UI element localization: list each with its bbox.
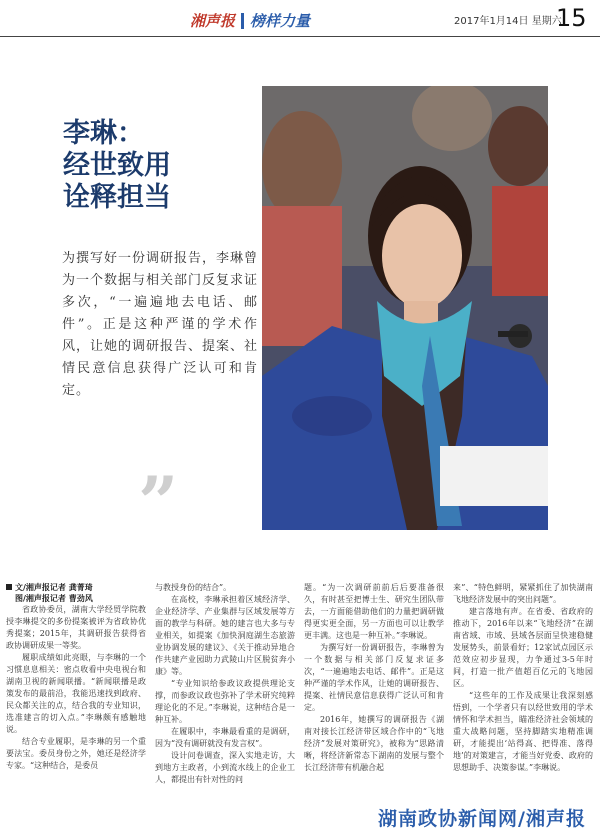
page-number: 15 (556, 4, 587, 32)
article-paragraph: 为撰写好一份调研报告，李琳曾为一个数据与相关部门反复求证多次，“一遍遍地去电话、邮件”。正是这种严谨的学术作风，让她的调研报告、提案、社情民意信息获得广泛认可和肯定。 (304, 643, 444, 712)
article-paragraph: 履职成绩如此亮眼，与李琳的一个习惯息息相关：密点收看中央电视台和湖南卫视的新闻联播。“新闻联播是政策发布的最前沿，我能迅速找到政府、民众都关注的点，结合我的专业知识，选准建言的切入点。”李琳颇有感触地说。 (6, 653, 146, 734)
article-paragraph: “这些年的工作及成果让我深刻感悟到，一个学者只有以经世致用的学术情怀和学术担当，瞄准经济社会领域的重大战略问题，坚持脚踏实地精准调研，才能提出‘站得高、把得准、落得地’的对策建言，才能当好党委、政府的思想助手、决策参谋。”李琳说。 (453, 691, 593, 772)
article-paragraph: 来”、“特色鲜明，紧紧抓住了加快湖南飞地经济发展中的突出问题”。 (453, 583, 593, 604)
headline-line-3: 诠释担当 (63, 182, 171, 213)
article-column-2 (155, 582, 295, 786)
lead-paragraph: 为撰写好一份调研报告，李琳曾为一个数据与相关部门反复求证多次，“一遍遍地去电话、邮件”。正是这种严谨的学术作风，让她的调研报告、提案、社情民意信息获得广泛认可和肯定。 (62, 251, 259, 398)
article-paragraph: 建言落地有声。在省委、省政府的推动下，2016年以来“飞地经济”在湖南省域、市域、县域各层面呈快速稳健发展势头，前景看好；12家试点园区示范效应初步显现，力争通过3-5年时间，打造一批产值超百亿元的飞地园区。 (453, 607, 593, 688)
article-paragraph: 设计问卷调查，深入实地走访，大到地方主政者，小到流水线上的企业工人，都提出有针对性的问 (155, 751, 295, 784)
page-header (0, 0, 600, 40)
article-paragraph: 题。“为一次调研前前后后要准备很久，有时甚至把博士生、研究生团队带去，一方面能借助他们的力量把调研做得更实更全面，另一方面也可以让教学更丰满。这也是一种互补。”李琳说。 (304, 583, 444, 640)
portrait-illustration (262, 86, 548, 530)
quote-mark-icon: ” (138, 461, 179, 544)
article-column-1 (6, 604, 146, 772)
article-paragraph: 在高校，李琳承担着区域经济学、企业经济学、产业集群与区域发展等方面的教学与科研。她的建言也大多与专业相关，如提案《加快洞庭湖生态旅游业协调发展的建议》、《关于推动异地合作共建产业园助力武陵山片区脱贫奔小康》等。 (155, 595, 295, 676)
article-column-4 (453, 582, 593, 774)
masthead-divider (241, 13, 244, 29)
article-paragraph: 2016年，她撰写的调研报告《湖南对接长江经济带区域合作中的“飞地经济”发展对策研究》，被称为“思路清晰，将经济新常态下湖南的发展与整个长江经济带有机融合起 (304, 715, 444, 772)
article-paragraph: 与教授身份的结合”。 (155, 583, 232, 592)
article-column-3 (304, 582, 444, 774)
byline-photographer: 图/湘声报记者 曹劲风 (15, 594, 93, 603)
footer-watermark: 湖南政协新闻网/湘声报 (378, 808, 586, 830)
byline-writer: 文/湘声报记者 龚菁琦 (6, 582, 146, 593)
section-name: 榜样力量 (250, 12, 311, 30)
header-rule (0, 36, 600, 37)
paper-name: 湘声报 (190, 12, 236, 30)
masthead (190, 10, 310, 31)
article-paragraph: “专业知识给参政议政提供理论支撑，而参政议政也弥补了学术研究纯粹理论化的不足。”李琳说，这种结合是一种互补。 (155, 679, 295, 724)
article-paragraph: 结合专业履职，是李琳的另一个重要法宝。委员身份之外，她还是经济学专家。“这种结合，是委员 (6, 737, 146, 770)
headline-line-2: 经世致用 (63, 150, 171, 181)
square-bullet-icon (6, 584, 12, 590)
headline-line-1: 李琳： (63, 118, 144, 149)
byline (6, 582, 146, 604)
headline (63, 118, 171, 214)
article-paragraph: 在履职中，李琳最看重的是调研，因为“没有调研就没有发言权”。 (155, 727, 295, 748)
issue-date: 2017年1月14日 星期六 (454, 16, 562, 27)
portrait-photo (262, 86, 548, 530)
article-paragraph: 省政协委员，湖南大学经贸学院教授李琳提交的多份提案被评为省政协优秀提案；2015年，其调研报告获得省政协调研成果一等奖。 (6, 605, 146, 650)
